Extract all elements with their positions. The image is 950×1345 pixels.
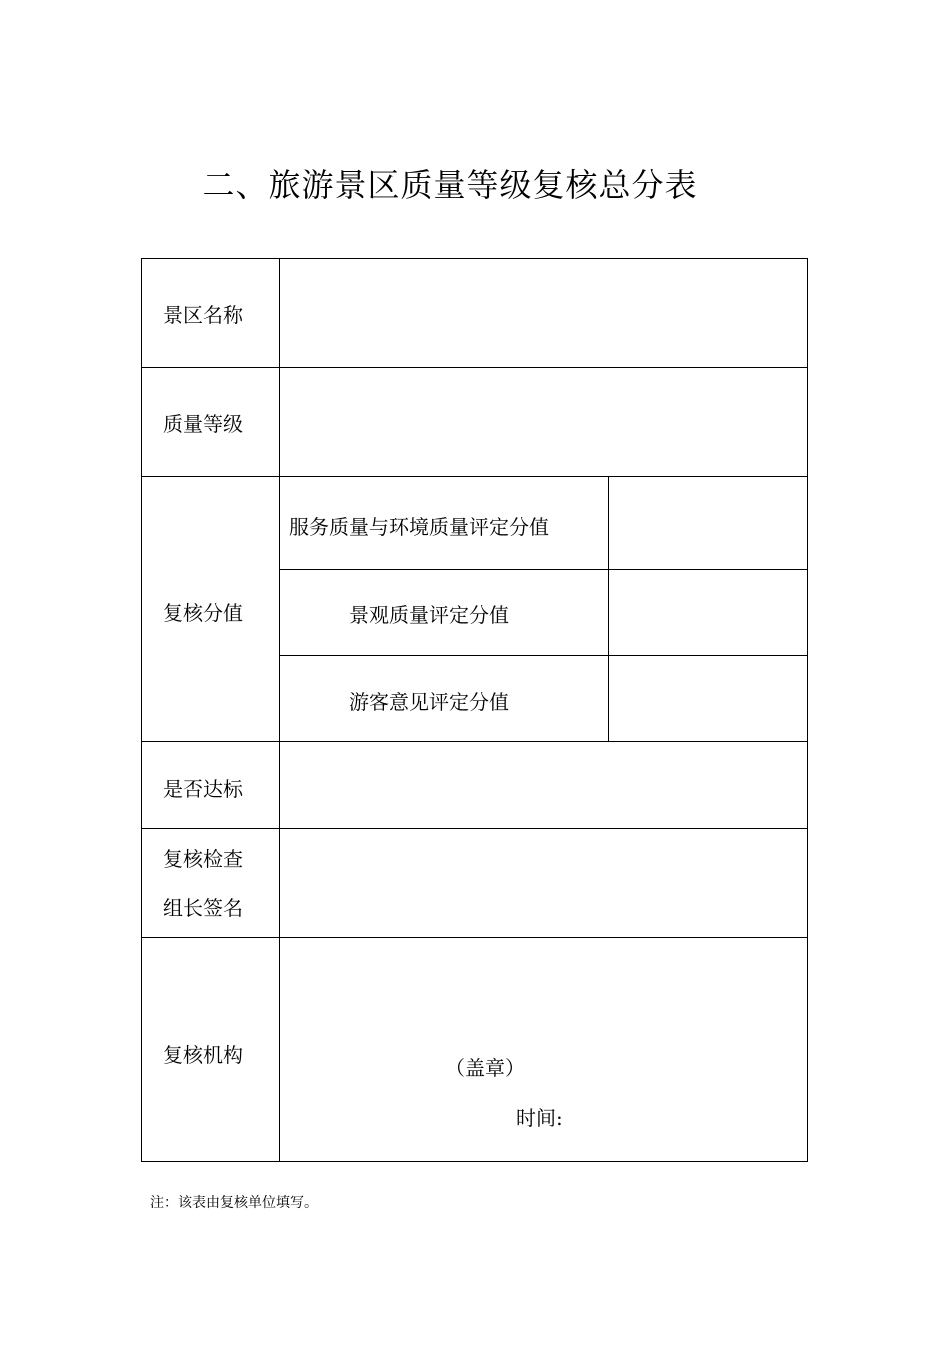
scenic-area-name-field[interactable] [282,261,806,365]
scenic-area-name-label: 景区名称 [163,303,243,327]
footnote: 注：该表由复核单位填写。 [150,1195,318,1211]
time-label: 时间: [516,1106,563,1130]
quality-grade-label: 质量等级 [163,412,243,436]
page-title: 二、旅游景区质量等级复核总分表 [202,166,698,204]
column-divider [279,259,280,1161]
review-organization-label: 复核机构 [163,1043,243,1067]
review-score-label: 复核分值 [163,601,243,625]
leader-signature-field[interactable] [282,831,806,935]
row-divider [142,937,807,938]
landscape-score-field[interactable] [611,572,806,653]
leader-signature-label-line2: 组长签名 [163,896,243,920]
row-divider [142,741,807,742]
row-divider [142,476,807,477]
seal-text: （盖章） [445,1056,525,1080]
sub-row-divider [279,569,807,570]
summary-form-table [141,258,808,1162]
pass-standard-label: 是否达标 [163,777,243,801]
sub-row-divider [279,655,807,656]
service-environment-score-field[interactable] [611,479,806,567]
visitor-opinion-score-label: 游客意见评定分值 [349,690,509,714]
quality-grade-field[interactable] [282,370,806,474]
pass-standard-field[interactable] [282,744,806,826]
landscape-score-label: 景观质量评定分值 [349,603,509,627]
leader-signature-label-line1: 复核检查 [163,847,243,871]
service-environment-score-label: 服务质量与环境质量评定分值 [289,515,549,539]
sub-column-divider [608,476,609,741]
row-divider [142,828,807,829]
row-divider [142,367,807,368]
visitor-opinion-score-field[interactable] [611,658,806,739]
